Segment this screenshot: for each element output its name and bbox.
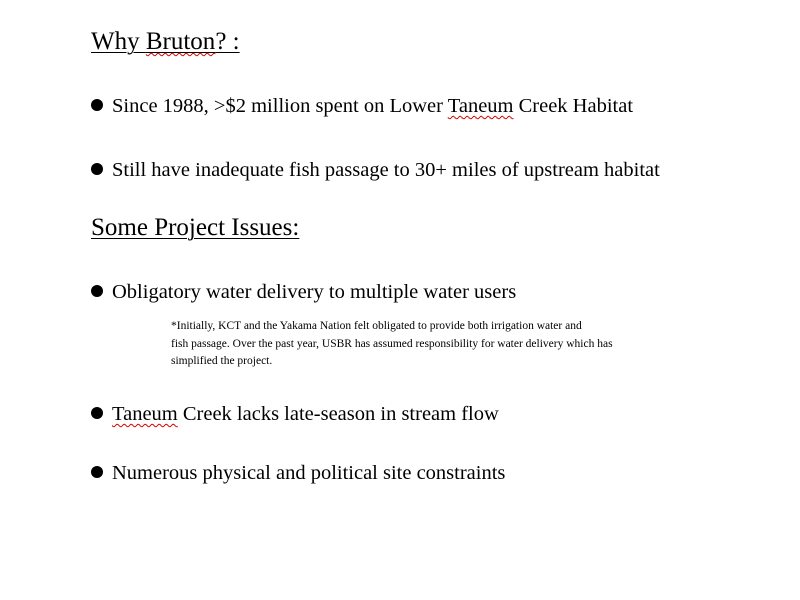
bullet-icon [91,285,103,297]
heading-text: Why [91,28,146,55]
bullet-text: Since 1988, >$2 million spent on Lower [112,95,448,117]
footnote-block [171,318,731,371]
footnote-line: *Initially, KCT and the Yakama Nation felt obligated to provide both irrigation water and [171,320,582,332]
spellcheck-word: Taneum [447,95,514,117]
bullet-icon [91,466,103,478]
heading-text: Some Project Issues: [91,214,300,241]
spellcheck-word: Taneum [112,403,178,425]
bullet-text-rest: Creek Habitat [513,95,634,117]
bullet-item-water-delivery [91,281,516,304]
section-heading-why-bruton [91,28,240,56]
bullet-item-stream-flow [91,403,499,426]
bullet-item-site-constraints [91,462,505,485]
footnote-line: simplified the project. [171,355,273,367]
heading-text-rest: ? : [215,28,240,55]
bullet-icon [91,407,103,419]
bullet-icon [91,163,103,175]
bullet-text: Obligatory water delivery to multiple water users [112,281,517,303]
bullet-text-rest: Creek lacks late-season in stream flow [177,403,499,425]
spellcheck-word: Bruton [145,28,216,55]
bullet-text: Still have inadequate fish passage to 30+ miles of upstream habitat [112,159,660,181]
section-heading-project-issues [91,214,299,242]
bullet-item-funding [91,95,633,118]
bullet-text: Numerous physical and political site constraints [112,462,506,484]
bullet-icon [91,99,103,111]
footnote-line: fish passage. Over the past year, USBR has assumed responsibility for water delivery which has [171,337,613,350]
bullet-item-fish-passage [91,159,660,182]
